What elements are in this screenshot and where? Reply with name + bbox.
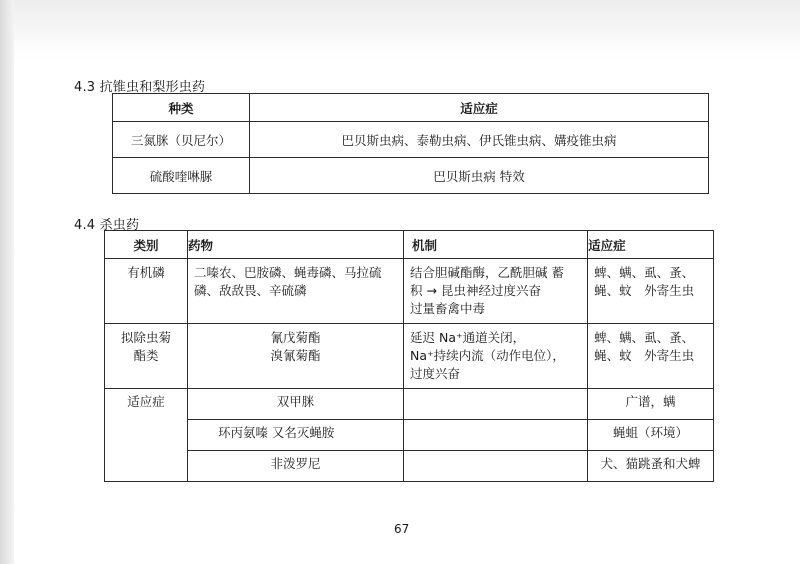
indication-cell xyxy=(588,324,714,389)
drug-line: 溴氰菊酯 xyxy=(270,348,321,363)
header-drug: 药物 xyxy=(187,231,403,259)
mechanism-line: 过度兴奋 xyxy=(410,366,461,381)
table-row xyxy=(105,259,714,324)
drug-name-cell: 三氮脒（贝尼尔） xyxy=(113,122,250,158)
indication-cell: 广谱，螨 xyxy=(588,389,714,420)
indication-cell: 犬、猫跳蚤和犬蜱 xyxy=(588,451,714,482)
table-header-row xyxy=(113,94,709,122)
header-indication: 适应症 xyxy=(250,94,709,122)
table-row xyxy=(105,420,714,451)
mechanism-line: 延迟 Na⁺通道关闭， xyxy=(410,330,526,345)
table-row xyxy=(113,158,709,194)
table-row xyxy=(105,451,714,482)
page-number: 67 xyxy=(394,522,410,536)
section-title-4-4: 4.4 杀虫药 xyxy=(74,218,140,233)
drug-cell: 非泼罗尼 xyxy=(187,451,403,482)
category-line: 拟除虫菊 xyxy=(120,330,171,345)
drug-cell: 环丙氨嗪 又名灭蝇胺 xyxy=(187,420,403,451)
mechanism-line: 结合胆碱酯酶，乙酰胆碱 蓄 xyxy=(410,265,565,280)
indication-line: 蝇、蚊 外寄生虫 xyxy=(594,283,695,298)
section-title-4-3: 4.3 抗锥虫和梨形虫药 xyxy=(74,80,206,95)
mechanism-cell xyxy=(404,420,588,451)
indication-cell: 巴贝斯虫病 特效 xyxy=(250,158,709,194)
category-line: 酯类 xyxy=(133,348,159,363)
drug-cell: 二嗪农、巴胺磷、蝇毒磷、马拉硫磷、敌敌畏、辛硫磷 xyxy=(187,259,403,324)
table-row xyxy=(105,389,714,420)
drug-name-cell: 硫酸喹啉脲 xyxy=(113,158,250,194)
indication-cell: 蝇蛆（环境） xyxy=(588,420,714,451)
table-row xyxy=(113,122,709,158)
indication-line: 蜱、螨、虱、蚤、 xyxy=(594,265,695,280)
drug-line: 氰戊菊酯 xyxy=(270,330,321,345)
header-mechanism: 机制 xyxy=(404,231,588,259)
category-cell: 适应症 xyxy=(105,389,188,420)
mechanism-line: 积 → 昆虫神经过度兴奋 xyxy=(410,283,541,298)
drug-cell xyxy=(187,324,403,389)
antitrypanosomal-table xyxy=(112,93,709,194)
mechanism-line: 过量畜禽中毒 xyxy=(410,301,486,316)
indication-cell xyxy=(588,259,714,324)
indication-cell: 巴贝斯虫病、泰勒虫病、伊氏锥虫病、媾疫锥虫病 xyxy=(250,122,709,158)
category-cell xyxy=(105,451,188,482)
mechanism-cell xyxy=(404,389,588,420)
drug-cell: 双甲脒 xyxy=(187,389,403,420)
indication-line: 蜱、螨、虱、蚤、 xyxy=(594,330,695,345)
header-category: 类别 xyxy=(105,231,188,259)
category-cell xyxy=(105,420,188,451)
header-indication: 适应症 xyxy=(588,231,714,259)
insecticide-table xyxy=(104,230,714,482)
mechanism-line: Na⁺持续内流（动作电位）， xyxy=(410,348,565,363)
mechanism-cell xyxy=(404,451,588,482)
category-cell: 有机磷 xyxy=(105,259,188,324)
header-type: 种类 xyxy=(113,94,250,122)
indication-line: 蝇、蚊 外寄生虫 xyxy=(594,348,695,363)
table-header-row xyxy=(105,231,714,259)
mechanism-cell xyxy=(404,259,588,324)
mechanism-cell xyxy=(404,324,588,389)
page-edge-shadow xyxy=(0,0,14,564)
table-row xyxy=(105,324,714,389)
category-cell xyxy=(105,324,188,389)
